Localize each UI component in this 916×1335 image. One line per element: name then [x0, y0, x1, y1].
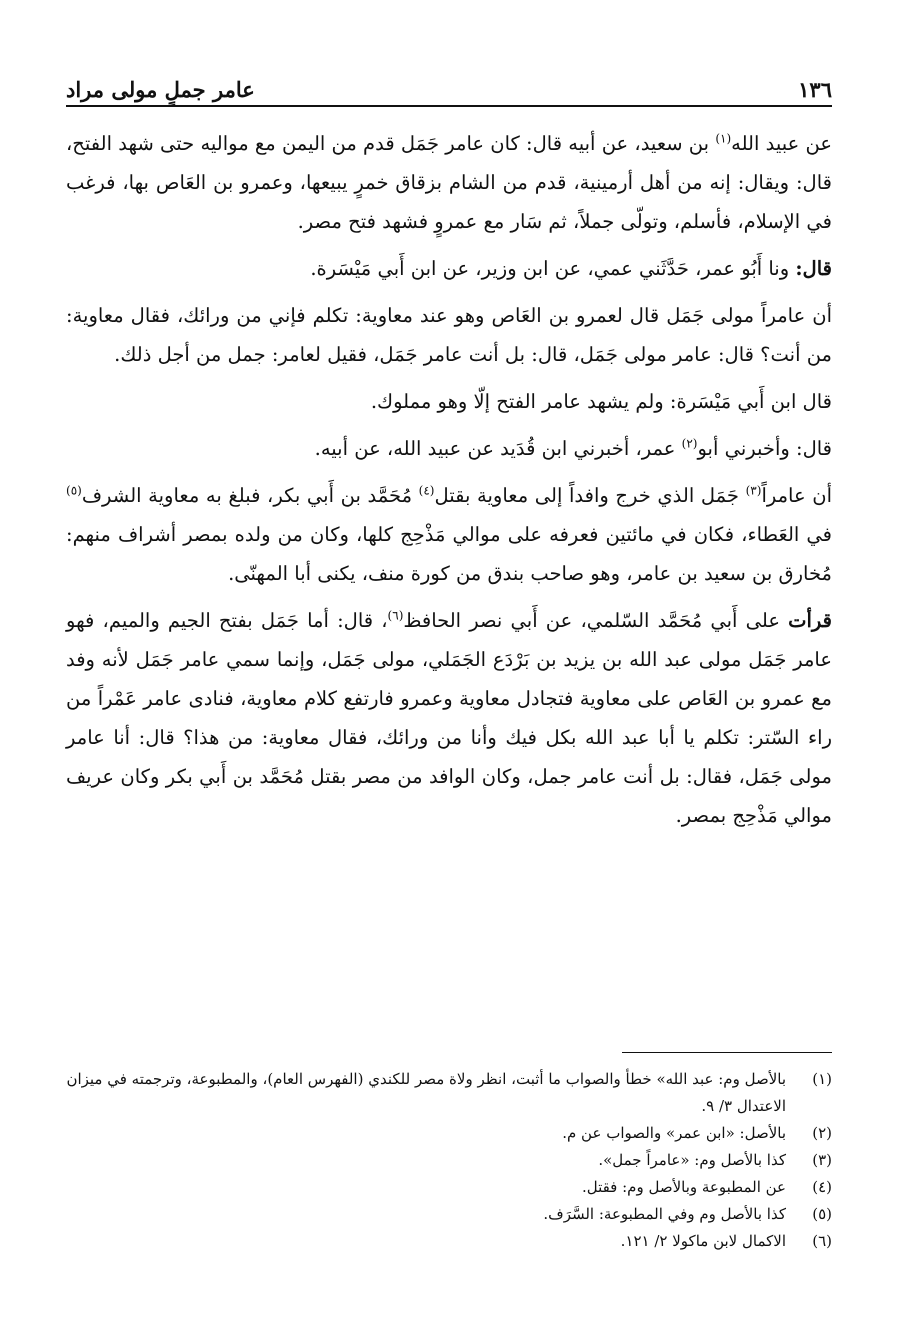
footnote-item [66, 1228, 832, 1255]
footnote-number: (٣) [812, 1151, 832, 1169]
paragraph-2: قال: ونا أَبُو عمر، حَدَّثَني عمي، عن ابن وزير، عن ابن أَبي مَيْسَرة. [310, 257, 832, 280]
footnote-text: بالأصل: «ابن عمر» والصواب عن م. [562, 1124, 786, 1142]
main-text [66, 124, 832, 843]
paragraph-5: قال: وأخبرني أبو$^{(٢)}$ عمر، أخبرني ابن قُدَيد عن عبيد الله، عن أبيه. [314, 436, 832, 460]
running-title: عامر جملٍ مولى مراد [66, 77, 255, 102]
footnote-text: الاكمال لابن ماكولا ٢/ ١٢١. [620, 1232, 786, 1250]
footnote-number: (٦) [812, 1232, 832, 1250]
footnote-text: بالأصل وم: عبد الله» خطأ والصواب ما أثبت، انظر ولاة مصر للكندي (الفهرس العام)، والمطبوعة، وترجمته في ميزان الاعتدال ٣/ ٩. [66, 1070, 786, 1115]
paragraph-6: أن عامراً$^{(٣)}$ جَمَل الذي خرج وافداً إلى معاوية بقتل$^{(٤)}$ مُحَمَّد بن أَبي بكر، فبلغ به معاوية الشرف$^{(٥)}$ في العَطاء، فكان في مائتين فعرفه على موالي مَذْحِج كلها، وكان من ولده بمصر أشراف منهم: مُخارق بن سعيد بن عامر، وهو صاحب بندق من كورة منف، يكنى أبا المهنّى. [66, 483, 832, 585]
footnote-item [66, 1147, 832, 1174]
footnote-ref-1: (١) [715, 131, 732, 146]
footnotes [66, 1066, 832, 1255]
footnote-number: (٢) [812, 1124, 832, 1142]
footnote-item [66, 1174, 832, 1201]
footnote-ref-3: (٣) [745, 483, 762, 498]
footnote-ref-2: (٢) [681, 436, 698, 451]
footnote-number: (٥) [812, 1205, 832, 1223]
footnote-divider [622, 1052, 832, 1053]
page-number: ١٣٦ [798, 77, 832, 102]
paragraph-7: قرأت على أَبي مُحَمَّد السّلمي، عن أَبي نصر الحافظ$^{(٦)}$، قال: أما جَمَل بفتح الجيم والميم، فهو عامر جَمَل مولى عبد الله بن يزيد بن بَرْدَع الجَمَلي، مولى جَمَل، وإنما سمي عامر جَمَل لأنه وفد مع عمرو بن العَاص على معاوية فتجادل معاوية وعمرو فارتفع كلام معاوية، فنادى عامر عَمْراً من راء السّتر: تكلم يا أبا عبد الله بكل فيك وأنا من ورائك، فقال معاوية: من هذا؟ قال: أنا عامر مولى جَمَل، فقال: بل أنت عامر جمل، وكان الوافد من مصر بقتل مُحَمَّد بن أَبي بكر وكان عريف موالي مَذْحِج بمصر. [66, 608, 832, 827]
footnote-ref-4: (٤) [418, 483, 435, 498]
footnote-number: (٤) [812, 1178, 832, 1196]
footnote-ref-6: (٦) [387, 608, 404, 623]
footnote-item [66, 1201, 832, 1228]
page-header [66, 62, 832, 102]
paragraph-lead: قال: [795, 257, 832, 280]
header-divider [66, 105, 832, 107]
paragraph-lead: قرأت [788, 609, 832, 632]
footnote-number: (١) [812, 1070, 832, 1088]
footnote-item [66, 1120, 832, 1147]
footnote-ref-5: (٥) [66, 483, 82, 498]
footnote-item [66, 1066, 832, 1120]
footnote-text: كذا بالأصل وم: «عامراً جمل». [598, 1151, 786, 1169]
paragraph-3: أن عامراً مولى جَمَل قال لعمرو بن العَاص وهو عند معاوية: تكلم فإني من ورائك، فقال معاوية: من أنت؟ قال: عامر مولى جَمَل، قال: بل أنت عامر جَمَل، فقيل لعامر: جمل من أجل ذلك. [66, 304, 832, 366]
footnote-text: عن المطبوعة وبالأصل وم: فقتل. [581, 1178, 786, 1196]
footnote-text: كذا بالأصل وم وفي المطبوعة: السَّرَف. [543, 1205, 786, 1223]
paragraph-1: عن عبيد الله$^{(١)}$ بن سعيد، عن أبيه قال: كان عامر جَمَل قدم من اليمن مع مواليه حتى شهد الفتح، قال: ويقال: إنه من أهل أرمينية، قدم من الشام بزقاق خمرٍ يبيعها، وعمرو بن العَاص بها، فرغب في الإسلام، فأسلم، وتولّى جملاً، ثم سَار مع عمروٍ فشهد فتح مصر. [66, 131, 832, 233]
paragraph-4: قال ابن أَبي مَيْسَرة: ولم يشهد عامر الفتح إلّا وهو مملوك. [370, 390, 832, 413]
